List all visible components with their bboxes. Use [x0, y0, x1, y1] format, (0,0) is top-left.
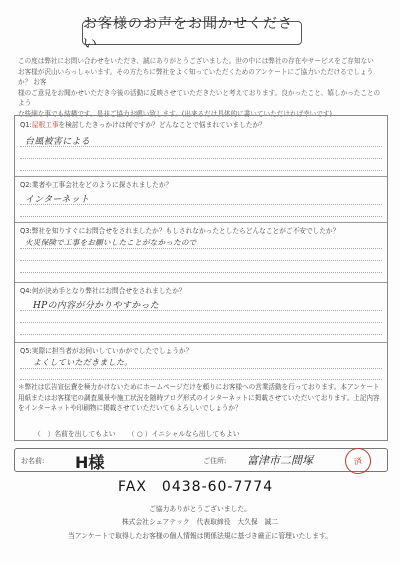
address-label: ご住所: — [203, 457, 227, 465]
intro-line: この度は弊社にお問い合わせをいただき、誠にありがとうございました。世の中には弊社の存在やサービスをご存知ない — [18, 57, 374, 65]
question-q5 — [15, 342, 387, 382]
notice-line: 用紙またはお客様宅の調査風景や施工状況を随時ブログ形式のインターネットに掲載させていただいております。上記内容 — [18, 393, 380, 402]
handwritten-answer: よくしていただきました。 — [33, 358, 133, 367]
question-label — [20, 119, 266, 129]
question-q2 — [15, 176, 387, 222]
handwritten-answer: 台風被害による — [25, 137, 91, 147]
seal-stamp: 済 — [343, 446, 373, 476]
answer-line — [20, 216, 382, 217]
privacy-text: 当アンケートで取得したお客様の個人情報は関係法規に基づき厳正に管理いたします。 — [67, 532, 333, 540]
question-prefix: Q1: — [20, 121, 32, 129]
fax-number: FAX 0438-60-7774 — [118, 479, 274, 495]
intro-line: 様のご意見をお聞かせいただき今後の活動に反映させていただきたいと考えております。良かったこと、嬉しかったことのよう — [18, 88, 381, 107]
answer-line — [20, 310, 382, 311]
publication-notice — [18, 382, 384, 414]
answer-line — [20, 146, 382, 147]
question-label: Q2:業者や工事会社をどのように探されましたか？ — [20, 181, 173, 189]
answer-line — [20, 158, 382, 159]
customer-name: H様 — [75, 453, 105, 472]
answer-line — [20, 248, 382, 249]
answer-line — [20, 379, 382, 380]
notice-line: ＊弊社は広告宣伝費を極力かけないためにホームページだけを頼りにお客様への営業活動を行っております。本アンケート — [18, 383, 380, 391]
customer-address: 富津市二間塚 — [247, 454, 313, 467]
intro-line: な些細な事でも結構です。是非ご協力お願い致します。(出来るだけ具体的に書いていただければ幸いです) — [18, 109, 332, 118]
question-highlight: 屋根工事 — [31, 121, 59, 129]
answer-line — [20, 204, 382, 205]
answer-line — [20, 368, 382, 369]
consent-options — [34, 428, 250, 438]
thanks-text: ご協力ありがとうございました。 — [149, 505, 251, 513]
customer-info-row — [14, 448, 388, 472]
question-label: Q5:実際に担当者がお伺いしていかがでしたでしょうか？ — [20, 347, 193, 355]
handwritten-answer: HPの内容が分かりやすかった — [33, 301, 160, 311]
answer-line — [20, 170, 382, 171]
question-label: Q3:弊社を知りすぐにお問合せをされましたか？もしされなかったとしたらどんなことがご不安でしたか？ — [20, 227, 340, 235]
answer-line — [20, 322, 382, 323]
intro-text — [18, 56, 386, 119]
survey-title: お客様のお声をお聞かせください — [82, 21, 302, 45]
consent-option-full-name[interactable]: （ ）名前を出してもよい — [34, 430, 116, 438]
question-q4 — [15, 282, 387, 342]
consent-option-initials[interactable]: （ ○ ）イニシャルなら出してもよい — [127, 430, 240, 438]
question-label: Q4:何が決め手となり弊社にお問合せをされましたか？ — [20, 287, 186, 295]
company-text: 株式会社シェアテック 代表取締役 大久保 誠二 — [121, 518, 279, 526]
intro-line: お客様が沢山いらっしゃいます。その方たちに弊社をよく知っていただくためのアンケートにご協力いただけるでしょうか？ お客 — [18, 67, 374, 86]
question-q3 — [15, 222, 387, 282]
notice-line: をインターネットや印刷物に掲載させていただいてもよろしいでしょうか？ — [18, 404, 242, 412]
question-text: を検討したきっかけは何ですか？どんなことで悩まれていましたか？ — [58, 121, 266, 129]
question-q1 — [15, 116, 387, 176]
answer-line — [20, 260, 382, 261]
answer-line — [20, 334, 382, 335]
answer-line — [20, 272, 382, 273]
handwritten-answer: 火災保険で工事をお願いしたことがなかったので — [25, 238, 197, 247]
name-label: お名前: — [21, 457, 45, 465]
handwritten-answer: インターネット — [25, 195, 90, 205]
